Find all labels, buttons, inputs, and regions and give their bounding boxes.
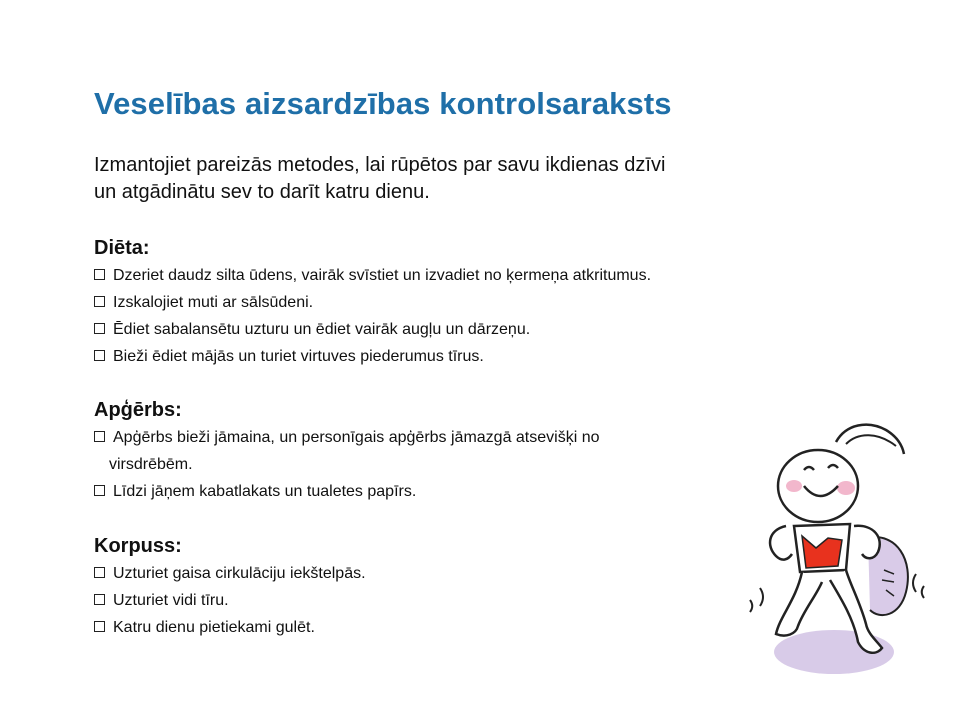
- section-clothes: [94, 398, 854, 505]
- list-item: [94, 614, 854, 641]
- checklist-body: [94, 560, 854, 641]
- hair-icon: [836, 425, 904, 454]
- intro-text: [94, 152, 814, 206]
- list-item: [94, 424, 854, 478]
- right-arm-icon: [854, 526, 880, 558]
- checkbox[interactable]: [94, 269, 105, 280]
- page-title: Veselības aizsardzības kontrolsaraksts: [94, 86, 672, 121]
- checkbox[interactable]: [94, 485, 105, 496]
- checklist-diet: [94, 262, 854, 370]
- list-item: [94, 262, 854, 289]
- list-item-text: Ēdiet sabalansētu uzturu un ēdiet vairāk augļu un dārzeņu.: [113, 321, 531, 338]
- list-item-text-continued: virsdrēbēm.: [109, 456, 193, 473]
- section-heading-diet: Diēta:: [94, 237, 150, 259]
- list-item-text: Apģērbs bieži jāmaina, un personīgais apģērbs jāmazgā atsevišķi no: [113, 429, 600, 446]
- section-heading-clothes: Apģērbs:: [94, 399, 182, 421]
- list-item-text: Uzturiet gaisa cirkulāciju iekštelpās.: [113, 565, 366, 582]
- list-item-text: Izskalojiet muti ar sālsūdeni.: [113, 294, 314, 311]
- list-item-text: Uzturiet vidi tīru.: [113, 592, 229, 609]
- left-leg-icon: [776, 572, 822, 636]
- list-item-text: Līdzi jāņem kabatlakats un tualetes papīrs.: [113, 483, 417, 500]
- checkbox[interactable]: [94, 567, 105, 578]
- checkbox[interactable]: [94, 323, 105, 334]
- list-item-text: Katru dienu pietiekami gulēt.: [113, 619, 315, 636]
- list-item: [94, 289, 854, 316]
- section-diet: [94, 236, 854, 370]
- checkbox[interactable]: [94, 594, 105, 605]
- list-item: [94, 478, 854, 505]
- section-body: [94, 534, 854, 641]
- list-item: [94, 587, 854, 614]
- section-heading-body: Korpuss:: [94, 535, 182, 557]
- checklist-clothes: [94, 424, 854, 505]
- list-item-text: Dzeriet daudz silta ūdens, vairāk svīstiet un izvadiet no ķermeņa atkritumus.: [113, 267, 652, 284]
- intro-line-2: un atgādinātu sev to darīt katru dienu.: [94, 181, 430, 203]
- list-item: [94, 316, 854, 343]
- left-arm-icon: [770, 526, 792, 560]
- list-item: [94, 560, 854, 587]
- intro-line-1: Izmantojiet pareizās metodes, lai rūpētos par savu ikdienas dzīvi: [94, 154, 666, 176]
- checkbox[interactable]: [94, 296, 105, 307]
- cartoon-child-flexing-icon: [746, 420, 932, 690]
- list-item: [94, 343, 854, 370]
- list-item-text: Bieži ēdiet mājās un turiet virtuves piederumus tīrus.: [113, 348, 484, 365]
- checkbox[interactable]: [94, 431, 105, 442]
- checkbox[interactable]: [94, 350, 105, 361]
- checkbox[interactable]: [94, 621, 105, 632]
